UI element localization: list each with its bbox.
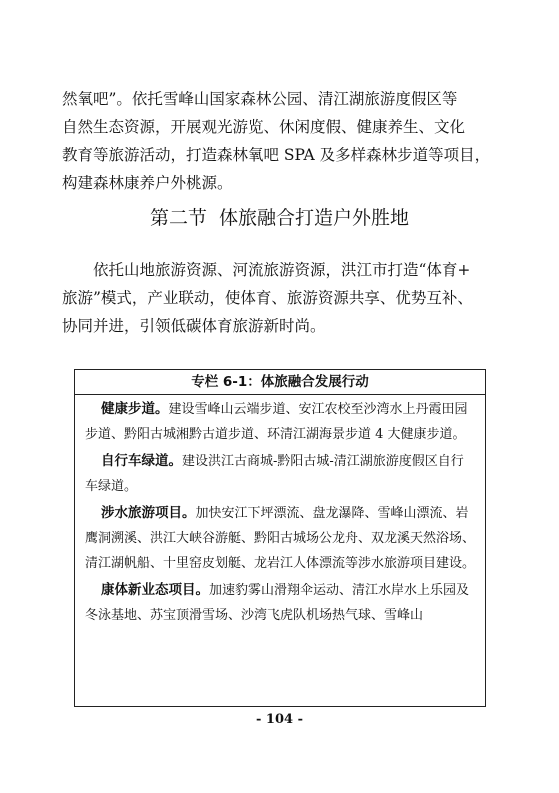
box-item-bike-greenway [75,447,485,499]
section-title: 第二节 体旅融合打造户外胜地 [149,207,410,229]
box-item-text: 加快安江下坪漂流、盘龙瀑降、雪峰山漂流、岩鹰洞溯溪、洪江大峡谷游艇、黔阳古城场公龙舟、双龙溪天然浴场、清江湖帆船、十里窑皮划艇、龙岩江人体漂流等涉水旅游项目建设。 [85,506,476,571]
box-item-lead: 健康步道。 [101,401,169,417]
box-item-text: 建设洪江古商城-黔阳古城-清江湖旅游度假区自行车绿道。 [85,454,464,494]
body-paragraph [62,256,502,340]
box-item-water-tourism [75,499,485,576]
box-item-lead: 涉水旅游项目。 [101,505,196,521]
body-line: 协同并进，引领低碳体育旅游新时尚。 [62,317,326,335]
box-item-text: 加速豹雾山滑翔伞运动、清江水岸水上乐园及冬泳基地、苏宝顶滑雪场、沙湾飞虎队机场热气球、雪峰山 [85,583,470,623]
box-item-new-business [75,576,485,628]
page-number: - 104 - [256,712,303,727]
feature-box [74,369,486,707]
body-line: 依托山地旅游资源、河流旅游资源，洪江市打造“体育+ [62,261,471,279]
box-item-text: 建设雪峰山云端步道、安江农校至沙湾水上丹霞田园步道、黔阳古城湘黔古道步道、环清江湖海景步道 4 大健康步道。 [85,402,468,442]
feature-box-title: 专栏 6-1：体旅融合发展行动 [75,370,485,395]
box-item-health-trail [75,395,485,447]
intro-paragraph [62,85,502,197]
box-item-lead: 康体新业态项目。 [101,582,209,598]
intro-line: 然氧吧”。依托雪峰山国家森林公园、清江湖旅游度假区等 [62,90,458,108]
intro-line: 构建森林康养户外桃源。 [62,174,233,192]
intro-line: 自然生态资源，开展观光游览、休闲度假、健康养生、文化 [62,118,466,136]
intro-line: 教育等旅游活动，打造森林氧吧 SPA 及多样森林步道等项目， [62,146,491,164]
body-line: 旅游”模式，产业联动，使体育、旅游资源共享、优势互补、 [62,289,473,307]
box-item-lead: 自行车绿道。 [101,453,182,469]
